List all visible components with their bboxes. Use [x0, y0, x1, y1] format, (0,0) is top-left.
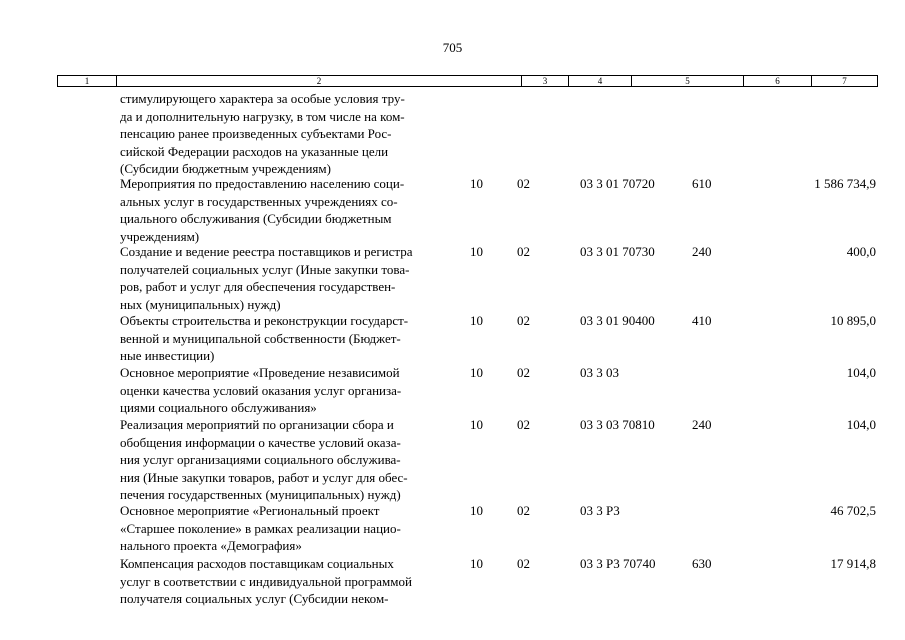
row-subsection: 02 — [517, 365, 530, 380]
row-amount: 1 586 734,9 — [814, 176, 876, 191]
row-description: Создание и ведение реестра поставщиков и регистра получателей социальных услуг (Иные закупки това- ров, работ и услуг для обеспечения государствен- ных (муниципальных) нужд) — [120, 244, 413, 312]
row-subsection: 02 — [517, 556, 530, 571]
row-description: стимулирующего характера за особые условия тру- да и дополнительную нагрузку, в том числе на ком- пенсацию ранее произведенных субъектами Рос- сийской Федерации расходов на указанные цели (Субсидии бюджетным учреждениям) — [120, 91, 405, 177]
row-amount: 10 895,0 — [830, 313, 876, 328]
header-col-7: 7 — [811, 76, 877, 86]
header-col-3: 3 — [521, 76, 568, 86]
row-expense-type: 610 — [692, 176, 712, 191]
row-target-code: 03 3 P3 — [580, 503, 620, 518]
row-target-code: 03 3 03 70810 — [580, 417, 655, 432]
row-subsection: 02 — [517, 313, 530, 328]
header-col-4: 4 — [568, 76, 631, 86]
row-section: 10 — [470, 365, 483, 380]
row-section: 10 — [470, 556, 483, 571]
row-amount: 17 914,8 — [830, 556, 876, 571]
row-section: 10 — [470, 313, 483, 328]
row-section: 10 — [470, 244, 483, 259]
row-description: Реализация мероприятий по организации сбора и обобщения информации о качестве условий оказа- ния услуг организациями социального обслужива- ния (Иные закупки товаров, работ и услуг для обес- печения государственных (муниципальных) нужд) — [120, 417, 408, 503]
row-section: 10 — [470, 417, 483, 432]
row-amount: 400,0 — [846, 244, 876, 259]
row-expense-type: 630 — [692, 556, 712, 571]
row-description: Основное мероприятие «Региональный проект «Старшее поколение» в рамках реализации нацио- нального проекта «Демография» — [120, 503, 401, 554]
table-header — [57, 75, 878, 87]
row-description: Мероприятия по предоставлению населению соци- альных услуг в государственных учреждениях со- циального обслуживания (Субсидии бюджетным учреждениям) — [120, 176, 405, 244]
row-subsection: 02 — [517, 176, 530, 191]
row-target-code: 03 3 01 70730 — [580, 244, 655, 259]
row-section: 10 — [470, 503, 483, 518]
row-subsection: 02 — [517, 503, 530, 518]
row-description: Основное мероприятие «Проведение независимой оценки качества условий оказания услуг организа- циями социального обслуживания» — [120, 365, 402, 416]
row-section: 10 — [470, 176, 483, 191]
header-col-1: 1 — [84, 76, 90, 86]
header-col-5: 5 — [631, 76, 743, 86]
row-expense-type: 410 — [692, 313, 712, 328]
row-amount: 104,0 — [846, 365, 876, 380]
row-target-code: 03 3 01 90400 — [580, 313, 655, 328]
row-target-code: 03 3 01 70720 — [580, 176, 655, 191]
page-number: 705 — [442, 40, 463, 55]
header-col-2: 2 — [116, 76, 521, 86]
row-expense-type: 240 — [692, 244, 712, 259]
row-subsection: 02 — [517, 244, 530, 259]
header-col-6: 6 — [743, 76, 811, 86]
row-target-code: 03 3 P3 70740 — [580, 556, 656, 571]
row-description: Объекты строительства и реконструкции государст- венной и муниципальной собственности (Бюджет- ные инвестиции) — [120, 313, 409, 364]
row-subsection: 02 — [517, 417, 530, 432]
row-description: Компенсация расходов поставщикам социальных услуг в соответствии с индивидуальной программой получателя социальных услуг (Субсидии неком- — [120, 556, 412, 607]
row-expense-type: 240 — [692, 417, 712, 432]
row-amount: 104,0 — [846, 417, 876, 432]
row-amount: 46 702,5 — [830, 503, 876, 518]
row-target-code: 03 3 03 — [580, 365, 619, 380]
